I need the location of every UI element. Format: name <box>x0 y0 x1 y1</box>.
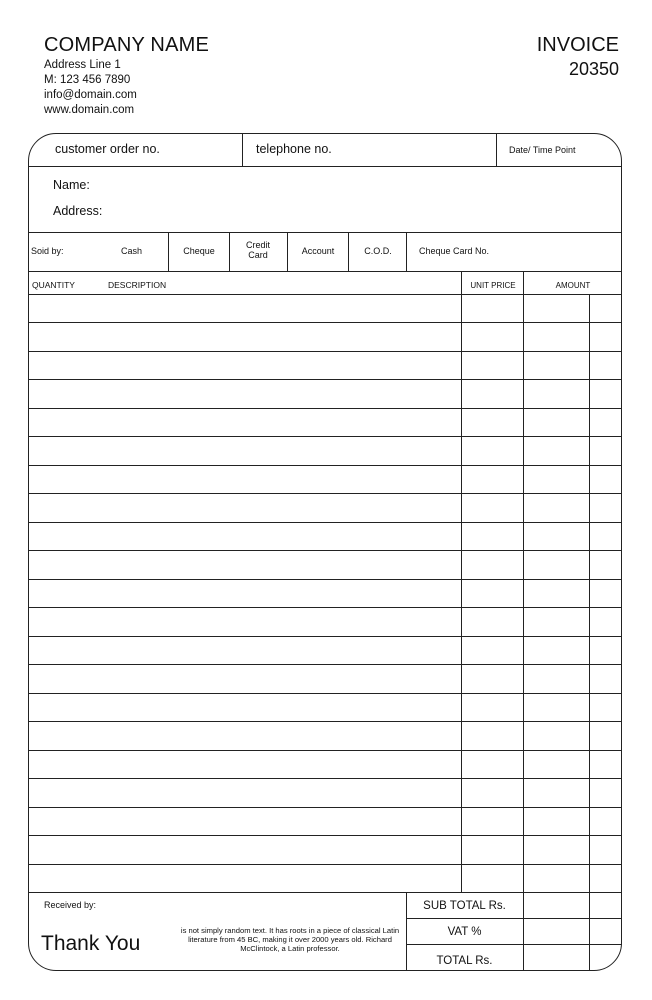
table-row-line <box>28 351 622 352</box>
table-row-line <box>28 579 622 580</box>
table-row-line <box>28 522 622 523</box>
vat-label: VAT % <box>447 926 482 938</box>
divider <box>229 233 230 271</box>
amount-header: AMOUNT <box>555 281 591 290</box>
address-label: Address: <box>53 204 103 218</box>
divider <box>348 233 349 271</box>
payment-cheque: Cheque <box>183 246 215 256</box>
company-name: COMPANY NAME <box>44 34 210 56</box>
divider <box>28 166 622 167</box>
name-label: Name: <box>53 178 90 192</box>
telephone-label: telephone no. <box>256 142 332 156</box>
payment-cod: C.O.D. <box>364 246 392 256</box>
unit-price-column-divider <box>461 272 462 892</box>
divider <box>406 944 622 945</box>
amount-cents-divider <box>589 294 590 970</box>
table-row-line <box>28 465 622 466</box>
unit-price-header: UNIT PRICE <box>470 281 516 290</box>
datetime-label: Date/ Time Point <box>509 145 576 155</box>
table-row-line <box>28 550 622 551</box>
table-row-line <box>28 693 622 694</box>
table-row-line <box>28 835 622 836</box>
amount-column-divider <box>523 272 524 970</box>
table-row-line <box>28 493 622 494</box>
invoice-form <box>28 133 622 971</box>
company-email: info@domain.com <box>44 89 137 101</box>
divider <box>168 233 169 271</box>
total-label: TOTAL Rs. <box>436 955 493 967</box>
table-row-line <box>28 379 622 380</box>
table-row-line <box>28 322 622 323</box>
table-row-line <box>28 721 622 722</box>
divider <box>28 232 622 233</box>
company-address-line: Address Line 1 <box>44 59 121 71</box>
payment-cash: Cash <box>120 246 142 256</box>
invoice-title: INVOICE <box>536 34 619 56</box>
company-website: www.domain.com <box>44 104 135 116</box>
table-row-line <box>28 607 622 608</box>
table-row-line <box>28 408 622 409</box>
table-row-line <box>28 636 622 637</box>
fine-print: is not simply random text. It has roots in a piece of classical Latin literature from 45 BC, making it over 2000 years old. Richard McClintock, a Latin professor. <box>180 926 400 953</box>
customer-order-label: customer order no. <box>55 142 160 156</box>
quantity-header: QUANTITY <box>32 280 75 290</box>
table-row-line <box>28 436 622 437</box>
divider <box>406 918 622 919</box>
sold-by-label: Soid by: <box>31 246 64 256</box>
table-row-line <box>28 294 622 295</box>
company-phone: M: 123 456 7890 <box>44 74 131 86</box>
table-row-line <box>28 778 622 779</box>
invoice-number: 20350 <box>568 59 619 79</box>
table-row-line <box>28 807 622 808</box>
divider <box>496 134 497 166</box>
received-by-label: Received by: <box>44 900 97 910</box>
table-row-line <box>28 750 622 751</box>
payment-account: Account <box>301 246 335 256</box>
table-row-line <box>28 864 622 865</box>
thank-you-text: Thank You <box>41 932 141 955</box>
description-header: DESCRIPTION <box>108 280 167 290</box>
table-row-line <box>28 664 622 665</box>
table-row-line <box>28 892 622 893</box>
divider <box>28 271 622 272</box>
subtotal-label: SUB TOTAL Rs. <box>423 900 506 912</box>
payment-cheque-card-no: Cheque Card No. <box>418 246 490 256</box>
divider <box>406 233 407 271</box>
payment-credit-card: Credit Card <box>245 240 270 260</box>
divider <box>242 134 243 166</box>
divider <box>287 233 288 271</box>
